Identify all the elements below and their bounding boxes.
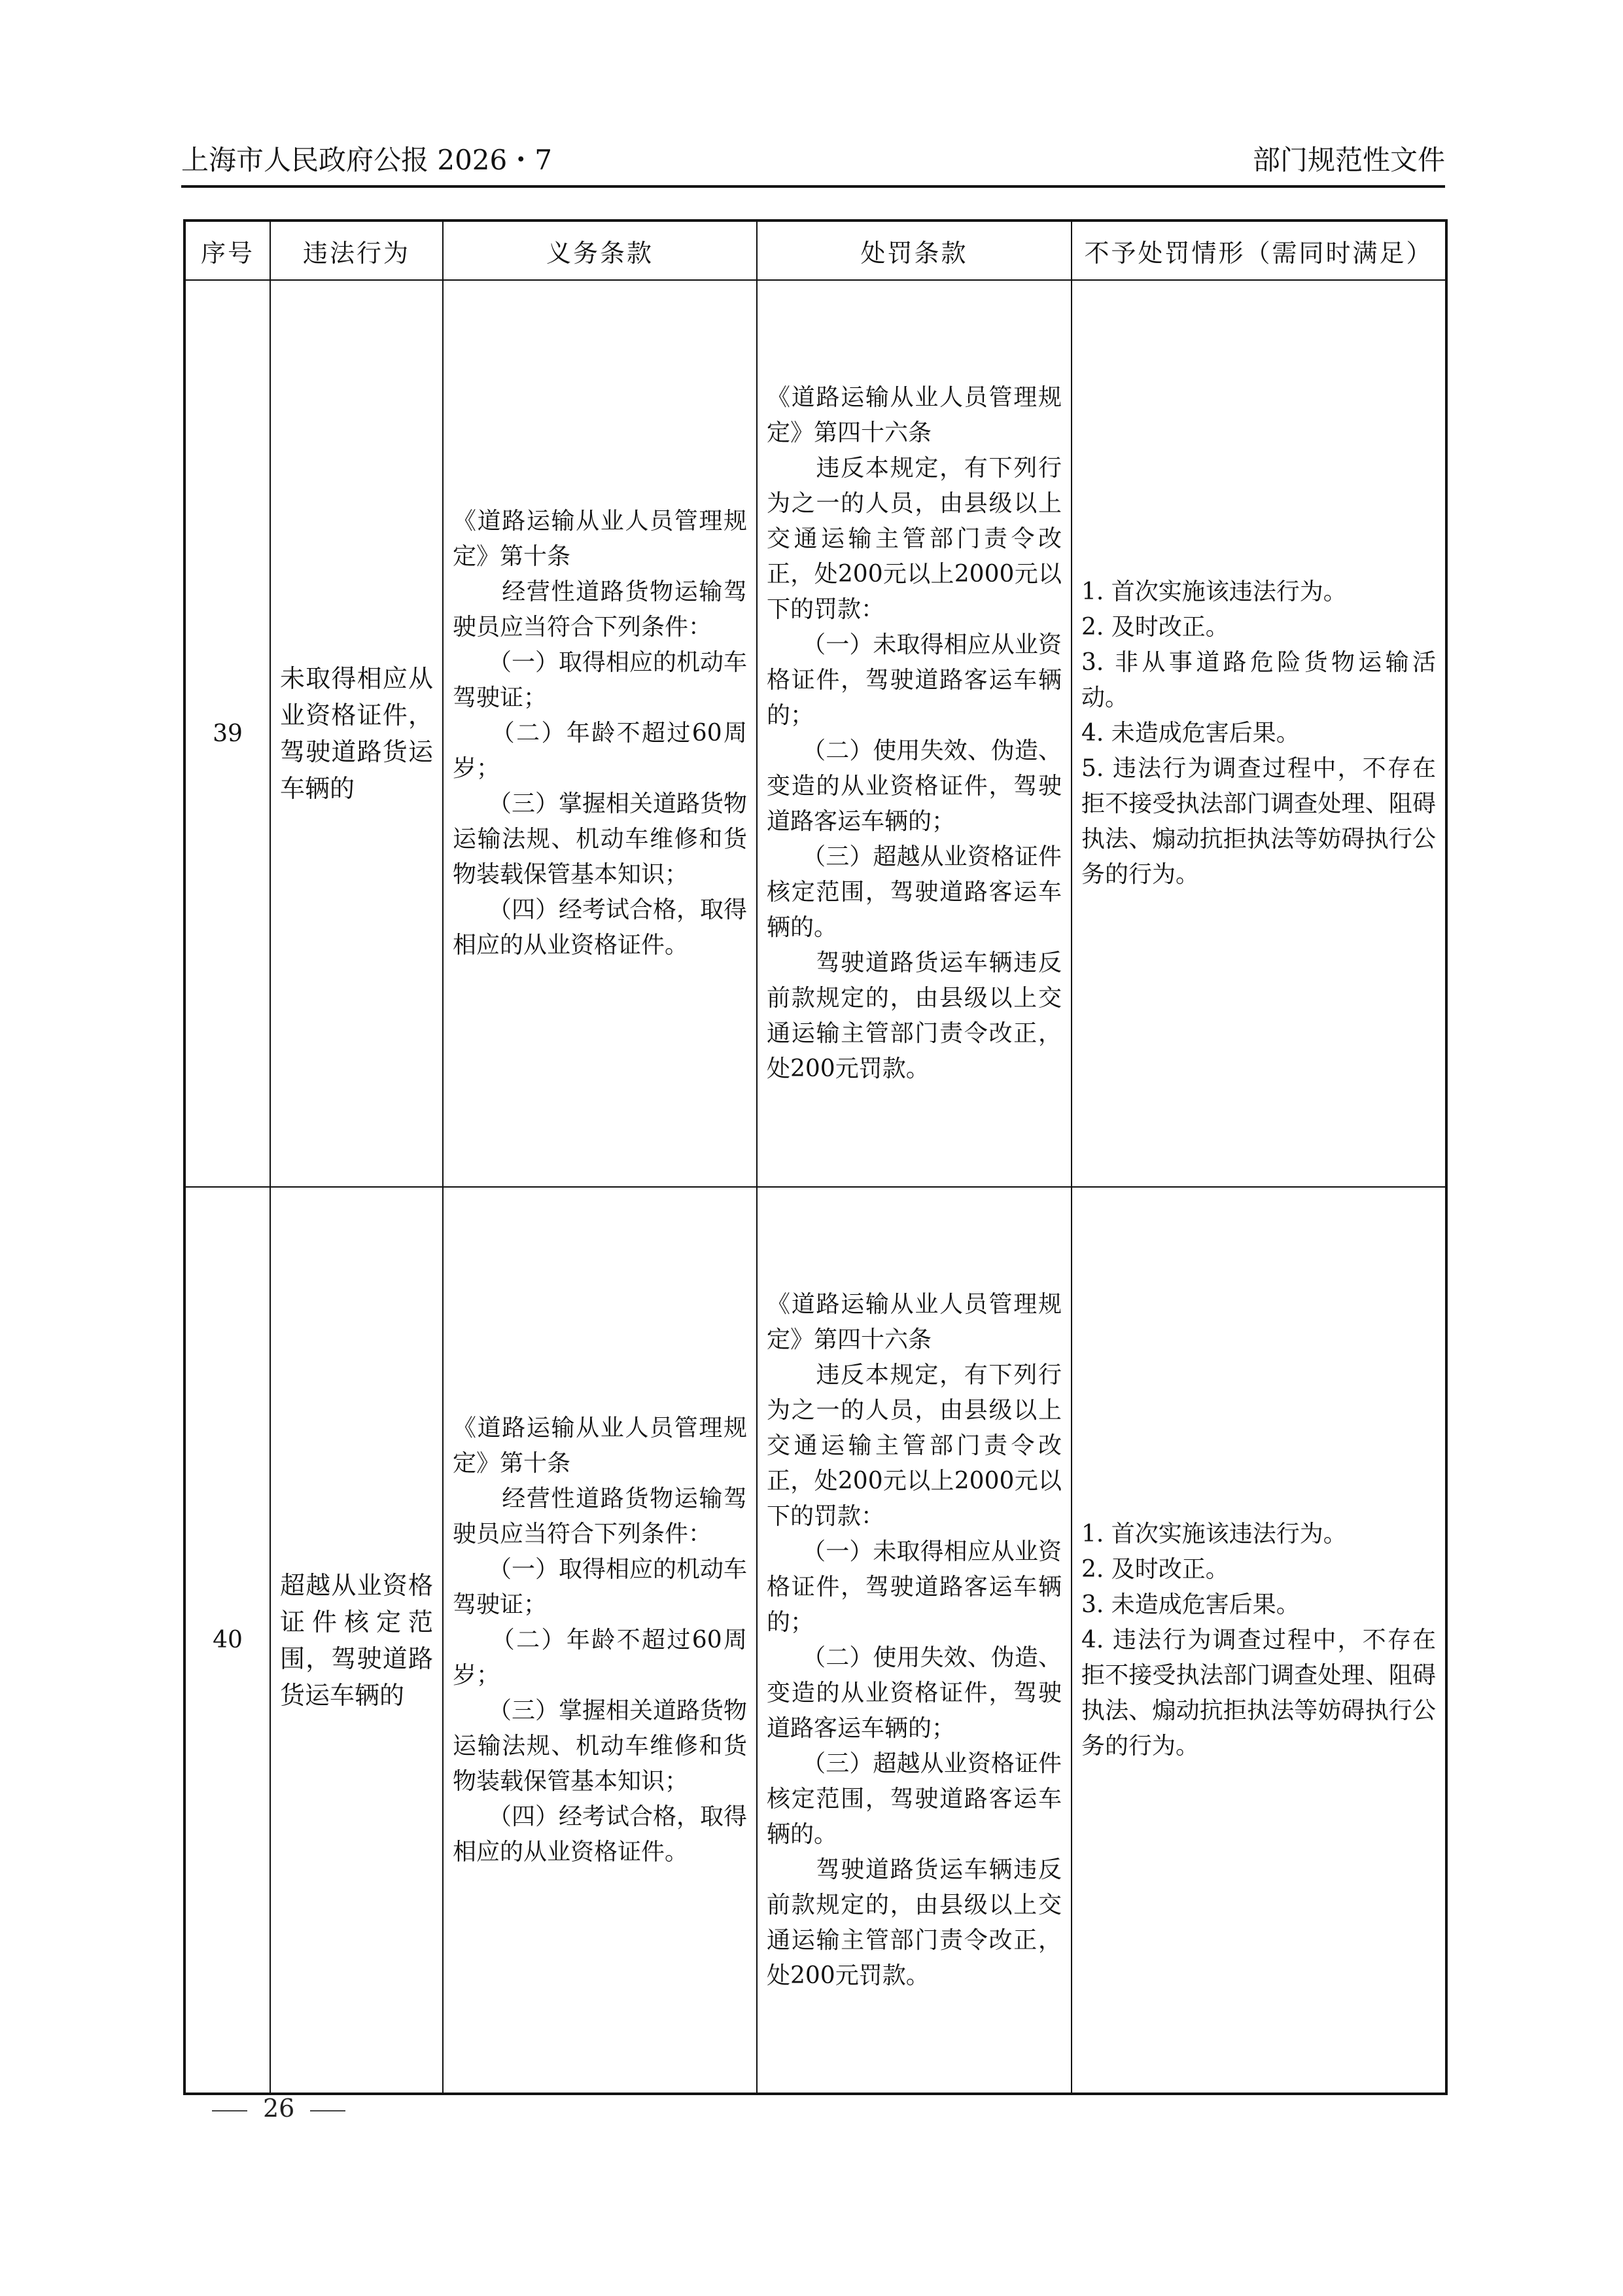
- table-row: [184, 280, 1446, 1187]
- row-penalty-text: 《道路运输从业人员管理规定》第四十六条 违反本规定，有下列行为之一的人员，由县级以上交通运输主管部门责令改正，处200元以上2000元以下的罚款： （一）未取得相应从业资格证件，驾驶道路客运车辆的； （二）使用失效、伪造、变造的从业资格证件，驾驶道路客运车辆的； （三）超越从业资格证件核定范围，驾驶道路客运车辆的。 驾驶道路货运车辆违反前款规定的，由县级以上交通运输主管部门责令改正，处200元罚款。: [767, 1290, 1062, 1989]
- footer-dash-left: [212, 2110, 247, 2111]
- column-header-duty: 义务条款: [443, 221, 757, 280]
- row-exempt-cell: [1072, 1187, 1446, 2094]
- row-duty-cell: [443, 280, 757, 1187]
- column-header-act: 违法行为: [270, 221, 443, 280]
- row-exempt-cell: [1072, 280, 1446, 1187]
- row-duty-cell: [443, 1187, 757, 2094]
- column-header-penalty: 处罚条款: [757, 221, 1072, 280]
- section-title: 部门规范性文件: [1252, 144, 1445, 176]
- row-exempt-text: 1. 首次实施该违法行为。 2. 及时改正。 3. 未造成危害后果。 4. 违法行为调查过程中，不存在拒不接受执法部门调查处理、阻碍执法、煽动抗拒执法等妨碍执行公务的行为。: [1081, 1520, 1436, 1759]
- page-header: [181, 141, 1445, 180]
- row-violation: 未取得相应从业资格证件，驾驶道路货运车辆的: [270, 280, 443, 1187]
- row-seq: 39: [184, 280, 270, 1187]
- row-seq: 40: [184, 1187, 270, 2094]
- column-header-seq: 序号: [184, 221, 270, 280]
- penalty-table: [183, 219, 1448, 2095]
- page-number: 26: [263, 2094, 295, 2123]
- gazette-title: 上海市人民政府公报 2026・7: [181, 144, 552, 176]
- page-footer: [196, 2089, 361, 2128]
- row-penalty-cell: [757, 280, 1072, 1187]
- row-penalty-cell: [757, 1187, 1072, 2094]
- row-penalty-text: 《道路运输从业人员管理规定》第四十六条 违反本规定，有下列行为之一的人员，由县级以上交通运输主管部门责令改正，处200元以上2000元以下的罚款： （一）未取得相应从业资格证件，驾驶道路客运车辆的； （二）使用失效、伪造、变造的从业资格证件，驾驶道路客运车辆的； （三）超越从业资格证件核定范围，驾驶道路客运车辆的。 驾驶道路货运车辆违反前款规定的，由县级以上交通运输主管部门责令改正，处200元罚款。: [767, 384, 1062, 1082]
- row-duty-text: 《道路运输从业人员管理规定》第十条 经营性道路货物运输驾驶员应当符合下列条件： （一）取得相应的机动车驾驶证； （二）年龄不超过60周岁； （三）掌握相关道路货物运输法规、机动车维修和货物装载保管基本知识； （四）经考试合格，取得相应的从业资格证件。: [453, 508, 748, 959]
- table-header-row: [184, 221, 1446, 280]
- row-violation: 超越从业资格证件核定范围，驾驶道路货运车辆的: [270, 1187, 443, 2094]
- column-header-exempt: 不予处罚情形（需同时满足）: [1072, 221, 1446, 280]
- row-exempt-text: 1. 首次实施该违法行为。 2. 及时改正。 3. 非从事道路危险货物运输活动。 4. 未造成危害后果。 5. 违法行为调查过程中，不存在拒不接受执法部门调查处理、阻碍执法、煽动抗拒执法等妨碍执行公务的行为。: [1081, 578, 1436, 888]
- footer-dash-right: [310, 2110, 345, 2111]
- header-rule: [181, 185, 1445, 188]
- table-row: [184, 1187, 1446, 2094]
- row-duty-text: 《道路运输从业人员管理规定》第十条 经营性道路货物运输驾驶员应当符合下列条件： （一）取得相应的机动车驾驶证； （二）年龄不超过60周岁； （三）掌握相关道路货物运输法规、机动车维修和货物装载保管基本知识； （四）经考试合格，取得相应的从业资格证件。: [453, 1414, 748, 1865]
